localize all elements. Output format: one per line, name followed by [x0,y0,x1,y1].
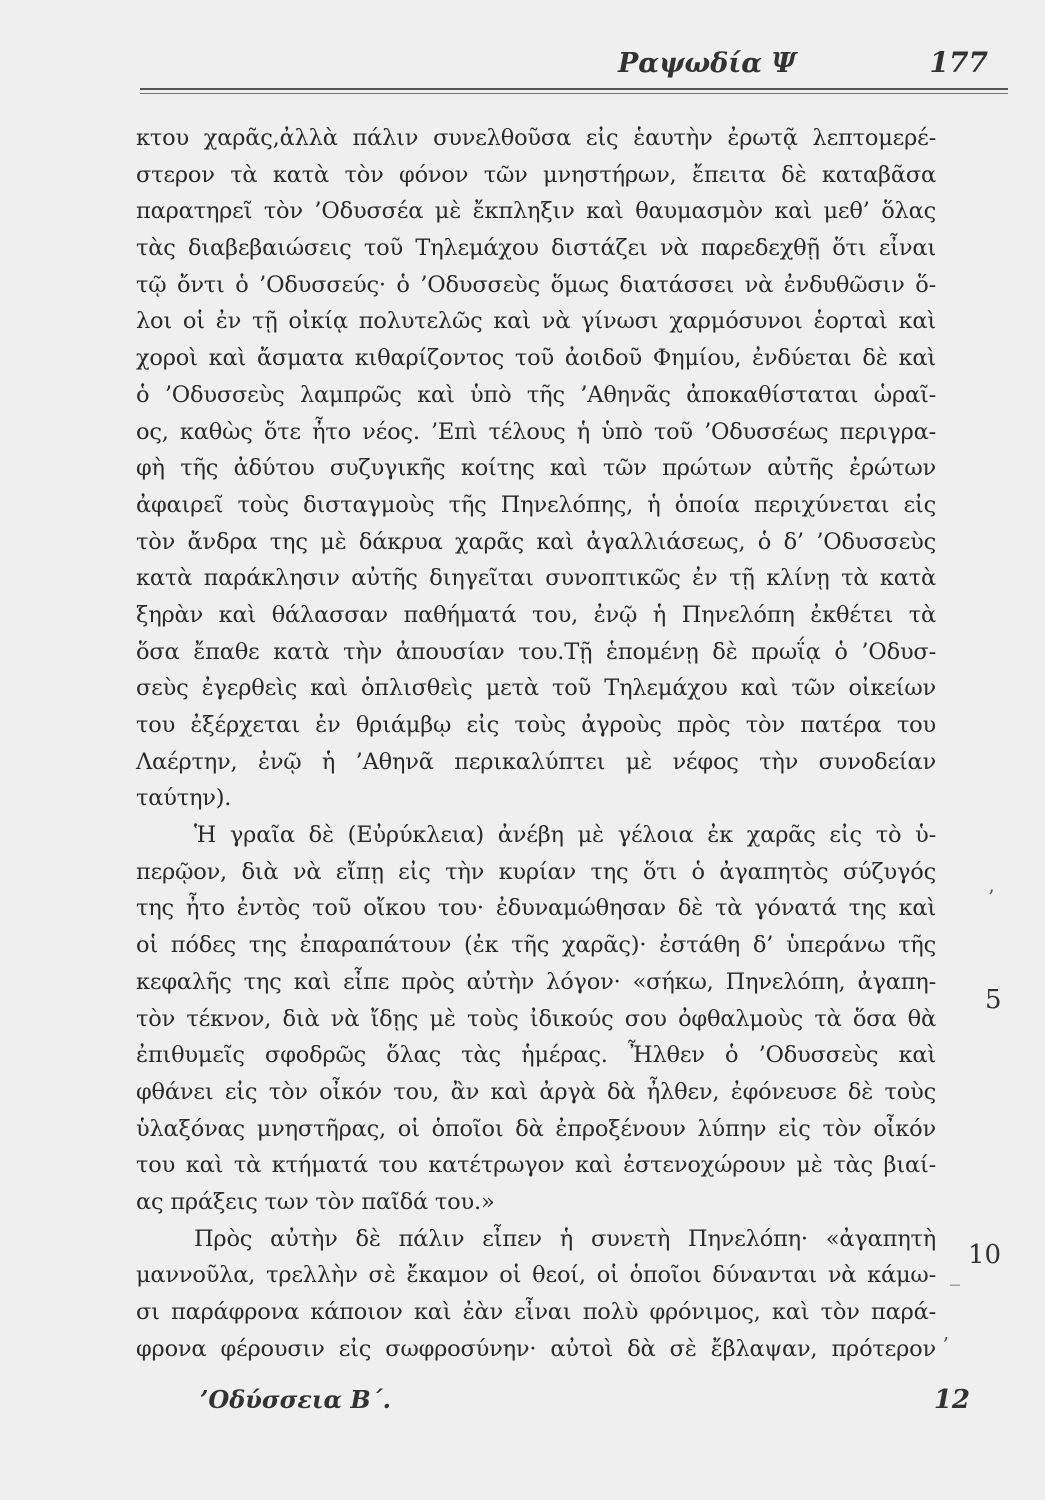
text-line: ος, καθὼς ὅτε ἦτο νέος. ’Επὶ τέλους ἡ ὑπὸ τοῦ ’Οδυσσέως περιγρα- [136,418,936,445]
text-line: ὅσα ἔπαθε κατὰ τὴν ἀπουσίαν του.Τῇ ἑπομένῃ δὲ πρωΐᾳ ὁ ’Οδυσ- [136,638,936,665]
page-number: 177 [929,46,988,79]
text-line: του καὶ τὰ κτήματά του κατέτρωγον καὶ ἐστενοχώρουν μὲ τὰς βιαί- [136,1152,936,1179]
print-speck: _ [950,1262,960,1286]
text-line: τῷ ὄντι ὁ ’Οδυσσεύς· ὁ ’Οδυσσεὺς ὅμως διατάσσει νὰ ἐνδυθῶσιν ὅ- [136,271,936,298]
text-line: φὴ τῆς ἀδύτου συζυγικῆς κοίτης καὶ τῶν πρώτων αὐτῆς ἐρώτων [136,455,936,482]
text-line: κατὰ παράκλησιν αὐτῆς διηγεῖται συνοπτικῶς ἐν τῇ κλίνῃ τὰ κατὰ [136,565,936,592]
text-line: του ἐξέρχεται ἐν θριάμβῳ εἰς τοὺς ἀγροὺς πρὸς τὸν πατέρα του [136,712,936,738]
text-line: σι παράφρονα κάποιον καὶ ἐὰν εἶναι πολὺ φρόνιμος, καὶ τὸν παρά- [136,1299,936,1325]
text-line: οἱ πόδες της ἐπαραπάτουν (ἐκ τῆς χαρᾶς)· ἐστάθη δ’ ὑπεράνω τῆς [136,932,936,959]
text-line: τὸν ἄνδρα της μὲ δάκρυα χαρᾶς καὶ ἀγαλλιάσεως, ὁ δ’ ’Οδυσσεὺς [136,528,936,555]
text-line: ξηρὰν καὶ θάλασσαν παθήματά του, ἐνῷ ἡ Πηνελόπη ἐκθέτει τὰ [136,601,936,628]
text-line: μαννοῦλα, τρελλὴν σὲ ἔκαμον οἱ θεοί, οἱ ὁποῖοι δύνανται νὰ κάμω- [136,1262,936,1289]
body-text [136,120,936,1367]
text-line: φθάνει εἰς τὸν οἶκόν του, ἂν καὶ ἀργὰ δὰ ἦλθεν, ἐφόνευσε δὲ τοὺς [136,1078,936,1105]
text-line: Ἡ γραῖα δὲ (Εὐρύκλεια) ἀνέβη μὲ γέλοια ἐκ χαρᾶς εἰς τὸ ὑ- [194,822,936,849]
text-line: ἀφαιρεῖ τοὺς δισταγμοὺς τῆς Πηνελόπης, ἡ ὁποία περιχύνεται εἰς [136,491,936,518]
text-line: τὸν τέκνον, διὰ νὰ ἴδῃς μὲ τοὺς ἰδικούς σου ὀφθαλμοὺς τὰ ὅσα θὰ [136,1005,936,1032]
text-line: Πρὸς αὐτὴν δὲ πάλιν εἶπεν ἡ συνετὴ Πηνελόπη· «ἀγαπητὴ [194,1225,936,1252]
text-line: τὰς διαβεβαιώσεις τοῦ Τηλεμάχου διστάζει νὰ παρεδεχθῇ ὅτι εἶναι [136,235,936,262]
text-line: ταύτην). [136,785,232,812]
running-title: Ραψωδία Ψ [618,48,797,79]
text-line: στερον τὰ κατὰ τὸν φόνον τῶν μνηστήρων, ἔπειτα δὲ καταβᾶσα [136,161,936,188]
text-line: περῷον, διὰ νὰ εἴπῃ εἰς τὴν κυρίαν της ὅτι ὁ ἀγαπητὸς σύζυγός [136,858,936,885]
text-line: κτου χαρᾶς,ἀλλὰ πάλιν συνελθοῦσα εἰς ἑαυτὴν ἐρωτᾷ λεπτομερέ- [136,125,936,151]
printer-signature: ’Οδύσσεια Β΄. [200,1385,391,1414]
text-line: Λαέρτην, ἐνῷ ἡ ’Αθηνᾶ περικαλύπτει μὲ νέφος τὴν συνοδείαν [136,748,936,775]
text-line: κεφαλῆς της καὶ εἶπε πρὸς αὐτὴν λόγον· «σήκω, Πηνελόπη, ἀγαπη- [136,968,936,995]
page-header [140,40,1008,92]
text-line: ας πράξεις των τὸν παῖδά του.» [136,1188,495,1215]
page-footer [200,1385,990,1425]
text-line: της ἦτο ἐντὸς τοῦ οἴκου του· ἐδυναμώθησαν δὲ τὰ γόνατά της καὶ [136,895,936,922]
text-line: φρονα φέρουσιν εἰς σωφροσύνην· αὐτοὶ δὰ σὲ ἔβλαψαν, πρότερον [136,1335,936,1362]
text-line: ὁ ’Οδυσσεὺς λαμπρῶς καὶ ὑπὸ τῆς ’Αθηνᾶς ἀποκαθίσταται ὡραῖ- [136,381,936,408]
header-rule [140,88,1008,90]
text-line: χοροὶ καὶ ἄσματα κιθαρίζοντος τοῦ ἀοιδοῦ Φημίου, ἐνδύεται δὲ καὶ [136,345,936,372]
text-line: σεὺς ἐγερθεὶς καὶ ὁπλισθεὶς μετὰ τοῦ Τηλεμάχου καὶ τῶν οἰκείων [136,675,936,702]
text-line: ἐπιθυμεῖς σφοδρῶς ὅλας τὰς ἡμέρας. Ἦλθεν ὁ ’Οδυσσεὺς καὶ [136,1042,936,1069]
text-line: ὑλαξόνας μνηστῆρας, οἱ ὁποῖοι δὰ ἐπροξένουν λύπην εἰς τὸν οἶκόν [136,1115,936,1142]
print-speck: , [943,1320,950,1344]
print-speck: ’ [988,885,995,909]
text-line: λοι οἱ ἐν τῇ οἰκίᾳ πολυτελῶς καὶ νὰ γίνωσι χαρμόσυνοι ἑορταὶ καὶ [136,308,936,335]
margin-line-number: 10 [968,1240,1002,1270]
signature-number: 12 [933,1385,970,1415]
header-rule-thin [140,93,1008,94]
margin-line-number: 5 [985,985,1002,1015]
text-line: παρατηρεῖ τὸν ’Οδυσσέα μὲ ἔκπληξιν καὶ θαυμασμὸν καὶ μεθ’ ὅλας [136,198,936,225]
